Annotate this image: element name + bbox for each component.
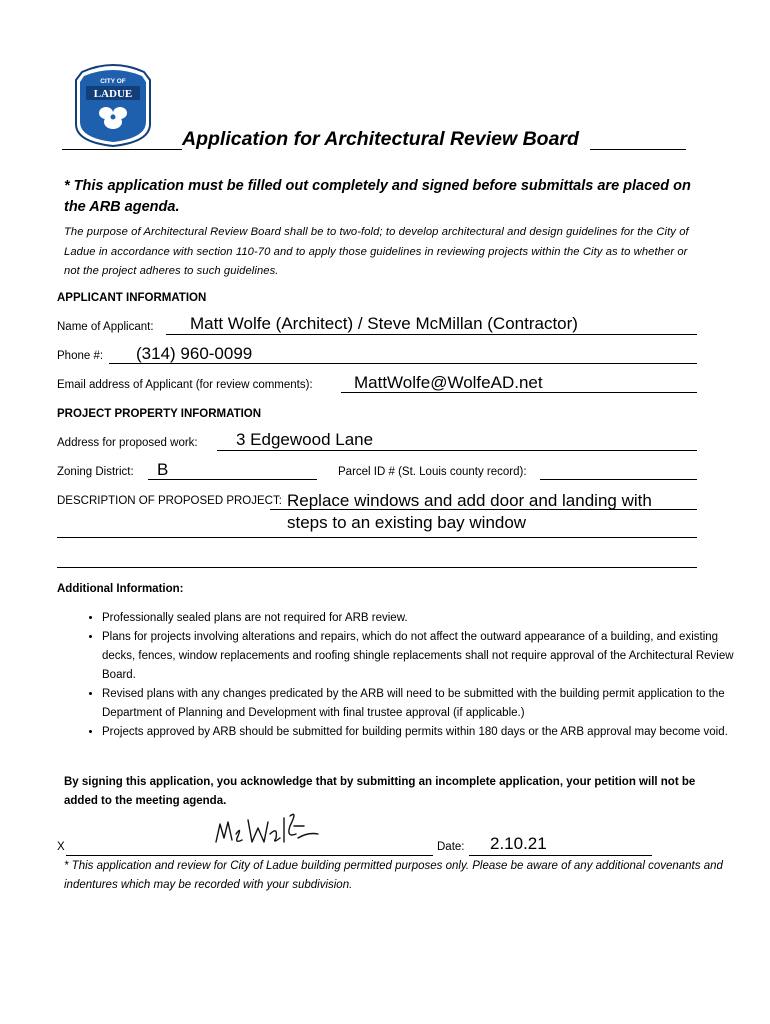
address-label: Address for proposed work:: [57, 437, 198, 449]
signature-line[interactable]: [66, 855, 433, 856]
description-value-2[interactable]: steps to an existing bay window: [287, 513, 527, 532]
bullet-item: • Plans for projects involving alterations and repairs, which do not affect the outward appearance of a building, and existing decks, fences, window replacements and roofing shingle replacements shall not require approval of the Architectural Review Board.: [102, 628, 742, 685]
title-underline-right: [590, 149, 686, 150]
logo-text-city-of: CITY OF: [100, 78, 126, 85]
name-field-value[interactable]: Matt Wolfe (Architect) / Steve McMillan (Contractor): [190, 314, 578, 333]
submission-notice: * This application must be filled out completely and signed before submittals are placed on the ARB agenda.: [64, 178, 691, 215]
additional-bullet-list: [84, 609, 742, 742]
parcel-label: Parcel ID # (St. Louis county record):: [338, 466, 527, 478]
email-field-value[interactable]: MattWolfe@WolfeAD.net: [354, 373, 543, 392]
title-underline-left: [62, 149, 182, 150]
address-field-line[interactable]: [217, 450, 697, 451]
acknowledgement-text: By signing this application, you acknowledge that by submitting an incomplete application, your petition will not be added to the meeting agenda.: [64, 776, 696, 807]
bullet-item: • Projects approved by ARB should be submitted for building permits within 180 days or the ARB approval may become void.: [102, 723, 742, 742]
email-label: Email address of Applicant (for review comments):: [57, 379, 313, 391]
phone-label: Phone #:: [57, 350, 104, 362]
parcel-field-line[interactable]: [540, 479, 697, 480]
date-label: Date:: [437, 841, 465, 853]
page-title: Application for Architectural Review Board: [182, 128, 579, 150]
bullet-item: • Revised plans with any changes predicated by the ARB will need to be submitted with the building permit application to the Department of Planning and Development with final trustee approval (if applicable.): [102, 685, 742, 723]
signature-x-label: X: [57, 841, 65, 853]
name-label: Name of Applicant:: [57, 321, 154, 333]
footer-disclaimer: * This application and review for City of Ladue building permitted purposes only. Please be aware of any additional covenants and indentures which may be recorded with your subdivision.: [64, 860, 723, 891]
zoning-field-line[interactable]: [148, 479, 317, 480]
description-line-3[interactable]: [57, 567, 697, 568]
zoning-label: Zoning District:: [57, 466, 134, 478]
name-field-line[interactable]: [166, 334, 697, 335]
description-line-2[interactable]: [57, 537, 697, 538]
date-field-line[interactable]: [469, 855, 652, 856]
applicant-heading: APPLICANT INFORMATION: [57, 292, 207, 304]
description-value-1[interactable]: Replace windows and add door and landing with: [287, 491, 652, 510]
address-field-value[interactable]: 3 Edgewood Lane: [236, 430, 374, 449]
phone-field-value[interactable]: (314) 960-0099: [136, 344, 253, 363]
description-label: DESCRIPTION OF PROPOSED PROJECT:: [57, 495, 282, 507]
handwritten-signature: [212, 812, 322, 850]
additional-heading: Additional Information:: [57, 583, 184, 595]
property-heading: PROJECT PROPERTY INFORMATION: [57, 408, 262, 420]
zoning-field-value[interactable]: B: [157, 460, 169, 479]
logo-text-ladue: LADUE: [93, 88, 133, 100]
purpose-text: The purpose of Architectural Review Board shall be to two-fold; to develop architectural and design guidelines for the City of Ladue in accordance with section 110-70 and to apply those guidelines in reviewing projects within the City as to whether or not the project adheres to such guidelines.: [64, 226, 689, 277]
date-field-value[interactable]: 2.10.21: [490, 834, 547, 853]
city-of-ladue-logo: [68, 62, 158, 148]
bullet-item: • Professionally sealed plans are not required for ARB review.: [102, 609, 742, 628]
